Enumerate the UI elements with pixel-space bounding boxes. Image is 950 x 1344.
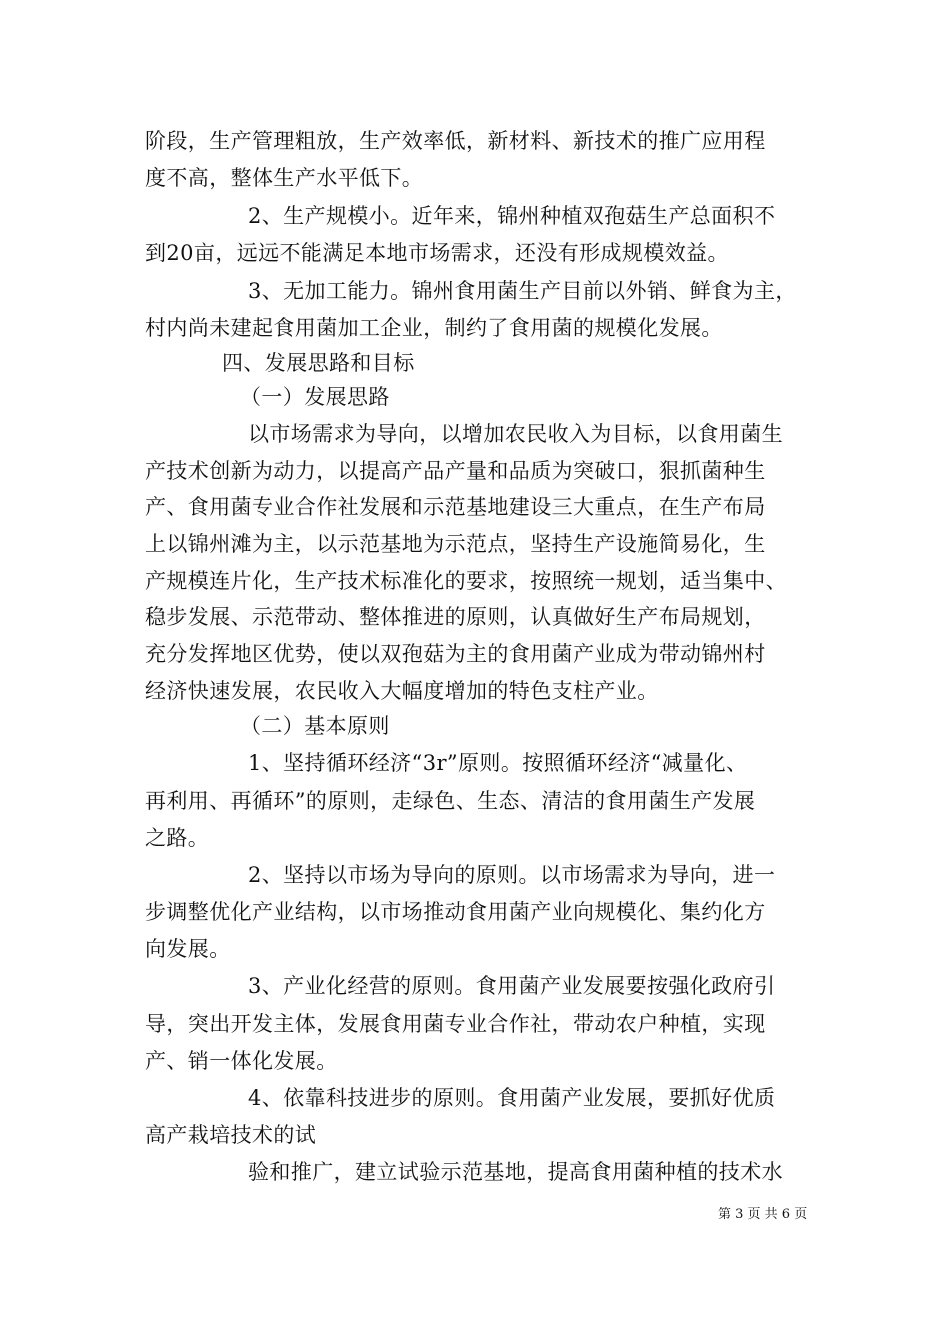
body-text-line: 到20亩，远远不能满足本地市场需求，还没有形成规模效益。	[145, 241, 729, 265]
subsection-heading: （二）基本原则	[240, 714, 390, 738]
body-text-line: 产规模连片化，生产技术标准化的要求，按照统一规划，适当集中、	[145, 569, 787, 593]
body-text-line: 经济快速发展，农民收入大幅度增加的特色支柱产业。	[145, 679, 659, 703]
body-text-line: 1、坚持循环经济“3r”原则。按照循环经济“减量化、	[248, 751, 748, 775]
body-text-line: 以市场需求为导向，以增加农民收入为目标，以食用菌生	[248, 422, 783, 446]
body-text-line: 充分发挥地区优势，使以双孢菇为主的食用菌产业成为带动锦州村	[145, 642, 766, 666]
section-heading: 四、发展思路和目标	[222, 351, 415, 375]
body-text-line: 高产栽培技术的试	[145, 1123, 317, 1147]
body-text-line: 3、产业化经营的原则。食用菌产业发展要按强化政府引	[248, 974, 776, 998]
body-text-line: 2、生产规模小。近年来，锦州种植双孢菇生产总面积不	[248, 204, 776, 228]
page-number-footer: 第 3 页 共 6 页	[718, 1207, 808, 1222]
body-text-line: 之路。	[145, 826, 210, 850]
body-text-line: 验和推广，建立试验示范基地，提高食用菌种植的技术水	[248, 1160, 783, 1184]
body-text-line: 村内尚未建起食用菌加工企业，制约了食用菌的规模化发展。	[145, 316, 723, 340]
body-text-line: 2、坚持以市场为导向的原则。以市场需求为导向，进一	[248, 863, 776, 887]
body-text-line: 产技术创新为动力，以提高产品产量和品质为突破口，狠抓菌种生	[145, 459, 766, 483]
body-text-line: 产、食用菌专业合作社发展和示范基地建设三大重点，在生产布局	[145, 495, 766, 519]
body-text-line: 产、销一体化发展。	[145, 1049, 338, 1073]
body-text-line: 度不高，整体生产水平低下。	[145, 166, 424, 190]
body-text-line: 导，突出开发主体，发展食用菌专业合作社，带动农户种植，实现	[145, 1012, 766, 1036]
body-text-line: 4、依靠科技进步的原则。食用菌产业发展，要抓好优质	[248, 1086, 776, 1110]
body-text-line: 稳步发展、示范带动、整体推进的原则，认真做好生产布局规划，	[145, 605, 766, 629]
body-text-line: 再利用、再循环”的原则，走绿色、生态、清洁的食用菌生产发展	[145, 789, 756, 813]
body-text-line: 上以锦州滩为主，以示范基地为示范点，坚持生产设施简易化，生	[145, 532, 766, 556]
body-text-line: 向发展。	[145, 937, 231, 961]
body-text-line: 步调整优化产业结构，以市场推动食用菌产业向规模化、集约化方	[145, 900, 766, 924]
body-text-line: 阶段，生产管理粗放，生产效率低，新材料、新技术的推广应用程	[145, 129, 766, 153]
subsection-heading: （一）发展思路	[240, 385, 390, 409]
body-text-line: 3、无加工能力。锦州食用菌生产目前以外销、鲜食为主，	[248, 279, 797, 303]
